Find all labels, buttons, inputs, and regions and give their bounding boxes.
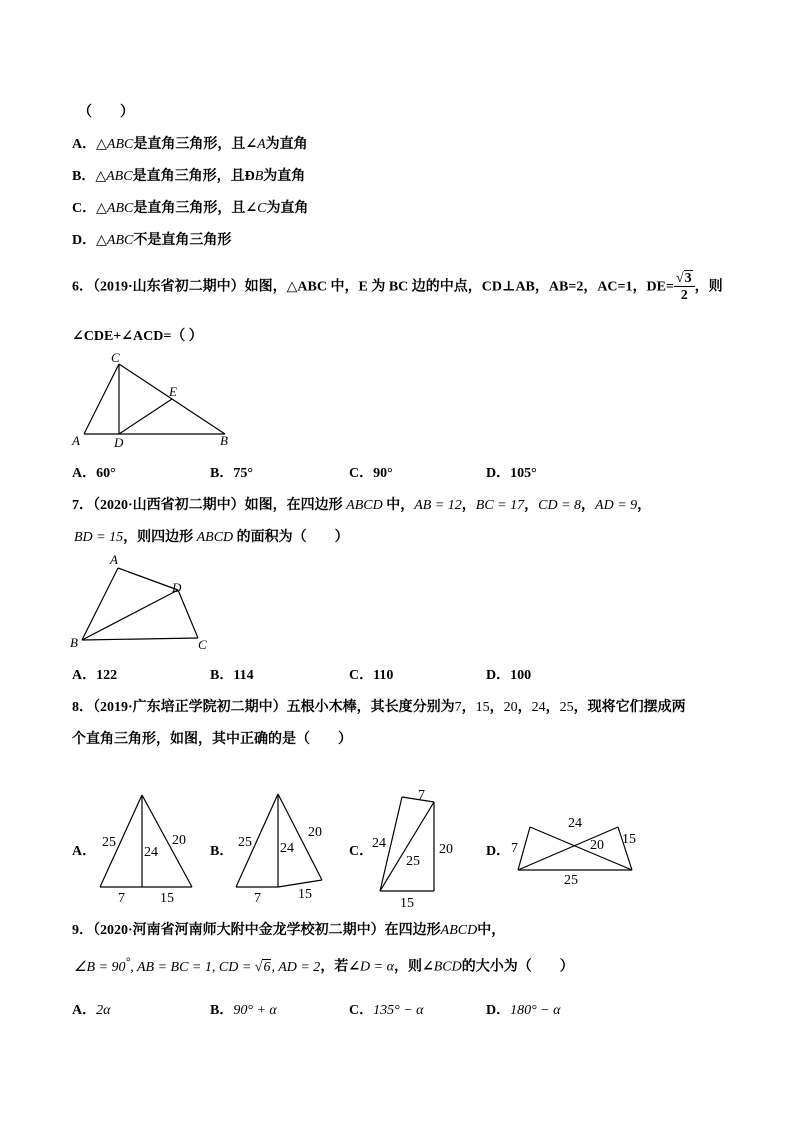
svg-text:20: 20	[439, 842, 453, 857]
q6-option-d[interactable]: D．105°	[486, 466, 537, 481]
q7-side-ab	[82, 568, 118, 640]
q5-option-a[interactable]: A．△ABC是直角三角形，且∠A为直角	[72, 137, 308, 152]
q6-label-c: C	[111, 350, 120, 365]
q6-label-b: B	[220, 433, 228, 448]
q8-figure-c[interactable]	[366, 785, 466, 910]
q7-diagonal-bd	[82, 590, 178, 640]
q6-label-a: A	[72, 433, 80, 448]
q5-option-c[interactable]: C．△ABC是直角三角形，且∠C为直角	[72, 201, 309, 216]
q7-option-d[interactable]: D．100	[486, 668, 532, 683]
q9-option-d[interactable]: D．180° − α	[486, 1003, 561, 1018]
q9-stem-line2: ∠B = 90°, AB = BC = 1, CD = √6, AD = 2，若∠D = α，则∠BCD的大小为（ ）	[74, 955, 574, 975]
q7-side-dc	[178, 590, 198, 638]
svg-text:24: 24	[144, 845, 158, 860]
q6-side-ac	[84, 364, 119, 434]
q7-option-c[interactable]: C．110	[349, 668, 394, 683]
q5-option-b[interactable]: B．△ABC是直角三角形，且ÐB为直角	[72, 169, 306, 184]
q6-stem-line1: 6．（2019·山东省初二期中）如图，△ABC 中，E 为 BC 边的中点，CD⊥AB，AB=2，AC=1，DE= $\frac{√3}{2}$ ，则	[72, 271, 723, 303]
svg-text:24: 24	[568, 816, 582, 831]
q7-option-b[interactable]: B．114	[210, 668, 254, 683]
q9-option-b[interactable]: B．90° + α	[210, 1003, 277, 1018]
svg-text:7: 7	[511, 841, 518, 856]
q8-option-c-label[interactable]: C．	[349, 844, 374, 859]
q6-option-a[interactable]: A．60°	[72, 466, 116, 481]
svg-text:15: 15	[298, 887, 312, 902]
svg-text:7: 7	[118, 891, 125, 902]
svg-text:25: 25	[564, 873, 578, 888]
svg-text:15: 15	[160, 891, 174, 902]
q8-figure-d[interactable]	[506, 805, 646, 890]
svg-text:25: 25	[406, 854, 420, 869]
q9-option-c[interactable]: C．135° − α	[349, 1003, 424, 1018]
q8-option-d-label[interactable]: D．	[486, 844, 511, 859]
q8-figure-b[interactable]	[228, 790, 338, 902]
q8-option-b-label[interactable]: B．	[210, 844, 234, 859]
svg-text:20: 20	[308, 825, 322, 840]
q6-label-e: E	[169, 384, 177, 399]
q7-side-ad	[118, 568, 178, 590]
q6-option-c[interactable]: C．90°	[349, 466, 393, 481]
q7-stem-line2: BD = 15，则四边形 ABCD 的面积为（ ）	[74, 530, 349, 545]
q8-option-a-label[interactable]: A．	[72, 844, 97, 859]
svg-text:25: 25	[102, 835, 116, 850]
q7-label-a: A	[110, 552, 118, 567]
svg-text:15: 15	[622, 832, 636, 847]
svg-text:7: 7	[418, 788, 425, 803]
q7-label-d: D	[172, 580, 182, 595]
q5-bracket: （ ）	[78, 105, 134, 120]
svg-text:7: 7	[254, 891, 261, 902]
q6-label-d: D	[114, 435, 124, 450]
q6-option-b[interactable]: B．75°	[210, 466, 253, 481]
q6-stem-line2: ∠CDE+∠ACD=（ ）	[72, 329, 203, 344]
q8-figure-a[interactable]	[92, 790, 202, 902]
q7-side-bc	[82, 638, 198, 640]
q9-option-a[interactable]: A．2α	[72, 1003, 111, 1018]
svg-text:24: 24	[372, 836, 386, 851]
q5-option-d[interactable]: D．△ABC不是直角三角形	[72, 233, 232, 248]
q7-label-b: B	[70, 635, 78, 650]
q8-stem-line1: 8．（2019·广东培正学院初二期中）五根小木棒，其长度分别为7，15，20，24，25，现将它们摆成两	[72, 700, 686, 715]
q8-stem-line2: 个直角三角形，如图，其中正确的是（ ）	[72, 732, 352, 747]
q7-stem-line1: 7．（2020·山西省初二期中）如图，在四边形 ABCD 中，AB = 12，BC = 17，CD = 8，AD = 9，	[72, 498, 652, 513]
q6-de-fraction: $\frac{√3}{2}$	[674, 272, 695, 303]
q7-label-c: C	[198, 637, 207, 652]
svg-text:24: 24	[280, 841, 294, 856]
q7-option-a[interactable]: A．122	[72, 668, 118, 683]
svg-text:20: 20	[590, 838, 604, 853]
q9-conditions: ∠B = 90°, AB = BC = 1, CD = √6, AD = 2	[74, 955, 321, 975]
svg-text:15: 15	[400, 896, 414, 910]
svg-text:20: 20	[172, 833, 186, 848]
q6-figure	[70, 350, 240, 450]
svg-text:25: 25	[238, 835, 252, 850]
q6-segment-de	[119, 399, 172, 434]
q7-figure	[66, 550, 216, 655]
q9-stem-line1: 9．（2020·河南省河南师大附中金龙学校初二期中）在四边形ABCD中，	[72, 923, 506, 938]
